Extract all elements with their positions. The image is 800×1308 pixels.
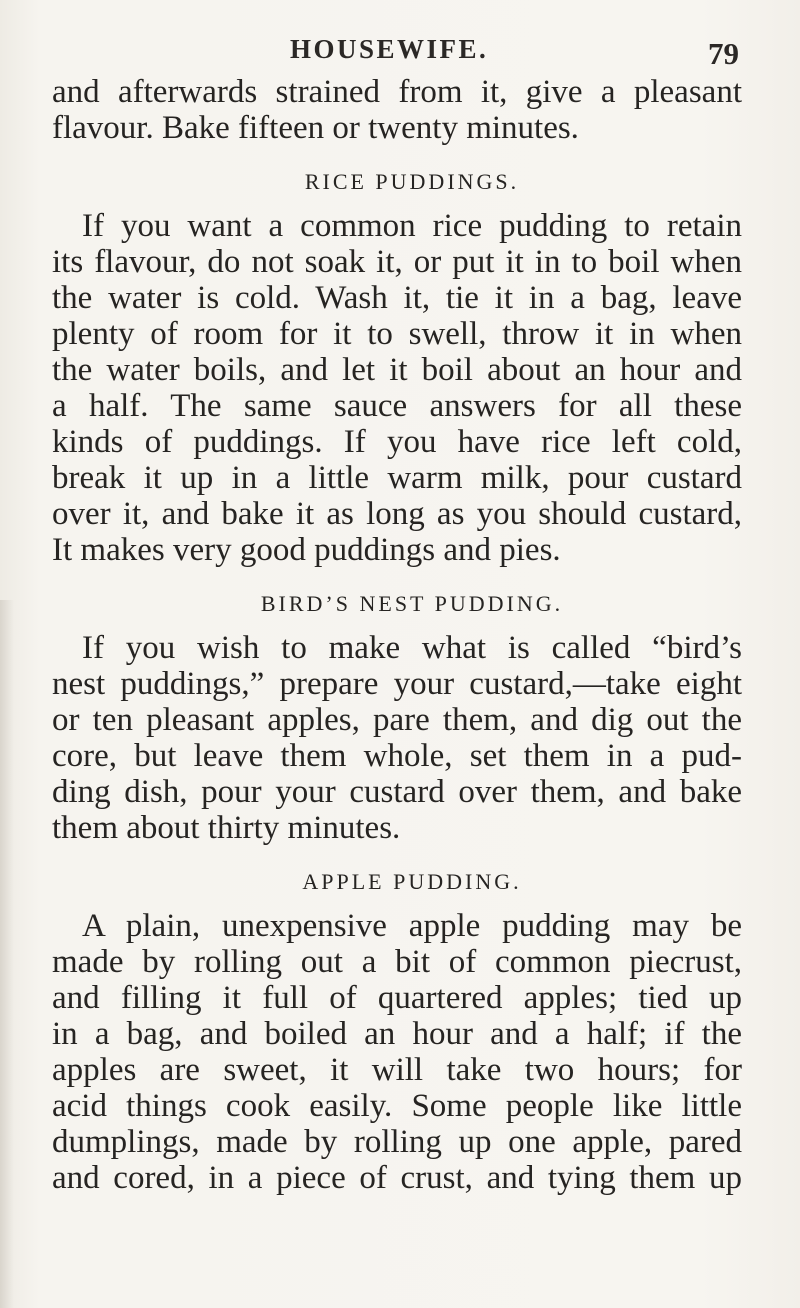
text-line: kinds of puddings. If you have rice left cold, <box>52 424 742 460</box>
text-line: and filling it full of quartered apples; tied up <box>52 980 742 1016</box>
text-line: ding dish, pour your custard over them, and bake <box>52 774 742 810</box>
text-line: It makes very good puddings and pies. <box>52 532 561 568</box>
page-text <box>52 74 742 1196</box>
continuation-paragraph <box>52 74 742 146</box>
page-number: 79 <box>708 36 739 71</box>
text-line: a half. The same sauce answers for all these <box>52 388 742 424</box>
text-line: flavour. Bake fifteen or twenty minutes. <box>52 110 579 146</box>
text-line: If you wish to make what is called “bird’s <box>82 630 742 666</box>
text-line: core, but leave them whole, set them in a pud- <box>52 738 742 774</box>
text-line: A plain, unexpensive apple pudding may be <box>82 908 742 944</box>
text-line: and cored, in a piece of crust, and tying them up <box>52 1160 742 1196</box>
text-line: the water boils, and let it boil about an hour and <box>52 352 742 388</box>
text-line: acid things cook easily. Some people like little <box>52 1088 742 1124</box>
section-heading: APPLE PUDDING. <box>302 869 522 894</box>
running-title: HOUSEWIFE. <box>290 34 489 64</box>
text-line: the water is cold. Wash it, tie it in a bag, leave <box>52 280 742 316</box>
section-apple-pudding <box>52 864 742 1196</box>
text-line: made by rolling out a bit of common piecrust, <box>52 944 742 980</box>
text-line: over it, and bake it as long as you should custard, <box>52 496 742 532</box>
page-gutter-shadow <box>0 600 14 1308</box>
section-heading: RICE PUDDINGS. <box>304 169 520 194</box>
text-line: break it up in a little warm milk, pour custard <box>52 460 742 496</box>
text-line: and afterwards strained from it, give a pleasant <box>52 74 742 110</box>
text-line: dumplings, made by rolling up one apple, pared <box>52 1124 742 1160</box>
text-line: nest puddings,” prepare your custard,—take eight <box>52 666 742 702</box>
section-heading: BIRD’S NEST PUDDING. <box>260 591 564 616</box>
section-birds-nest-pudding <box>52 586 742 846</box>
text-line: them about thirty minutes. <box>52 810 401 846</box>
section-rice-puddings <box>52 164 742 568</box>
running-header <box>0 28 800 71</box>
text-line: plenty of room for it to swell, throw it in when <box>52 316 742 352</box>
text-line: or ten pleasant apples, pare them, and dig out the <box>52 702 742 738</box>
text-line: in a bag, and boiled an hour and a half; if the <box>52 1016 742 1052</box>
text-line: its flavour, do not soak it, or put it in to boil when <box>52 244 742 280</box>
text-line: apples are sweet, it will take two hours; for <box>52 1052 742 1088</box>
text-line: If you want a common rice pudding to retain <box>82 208 742 244</box>
